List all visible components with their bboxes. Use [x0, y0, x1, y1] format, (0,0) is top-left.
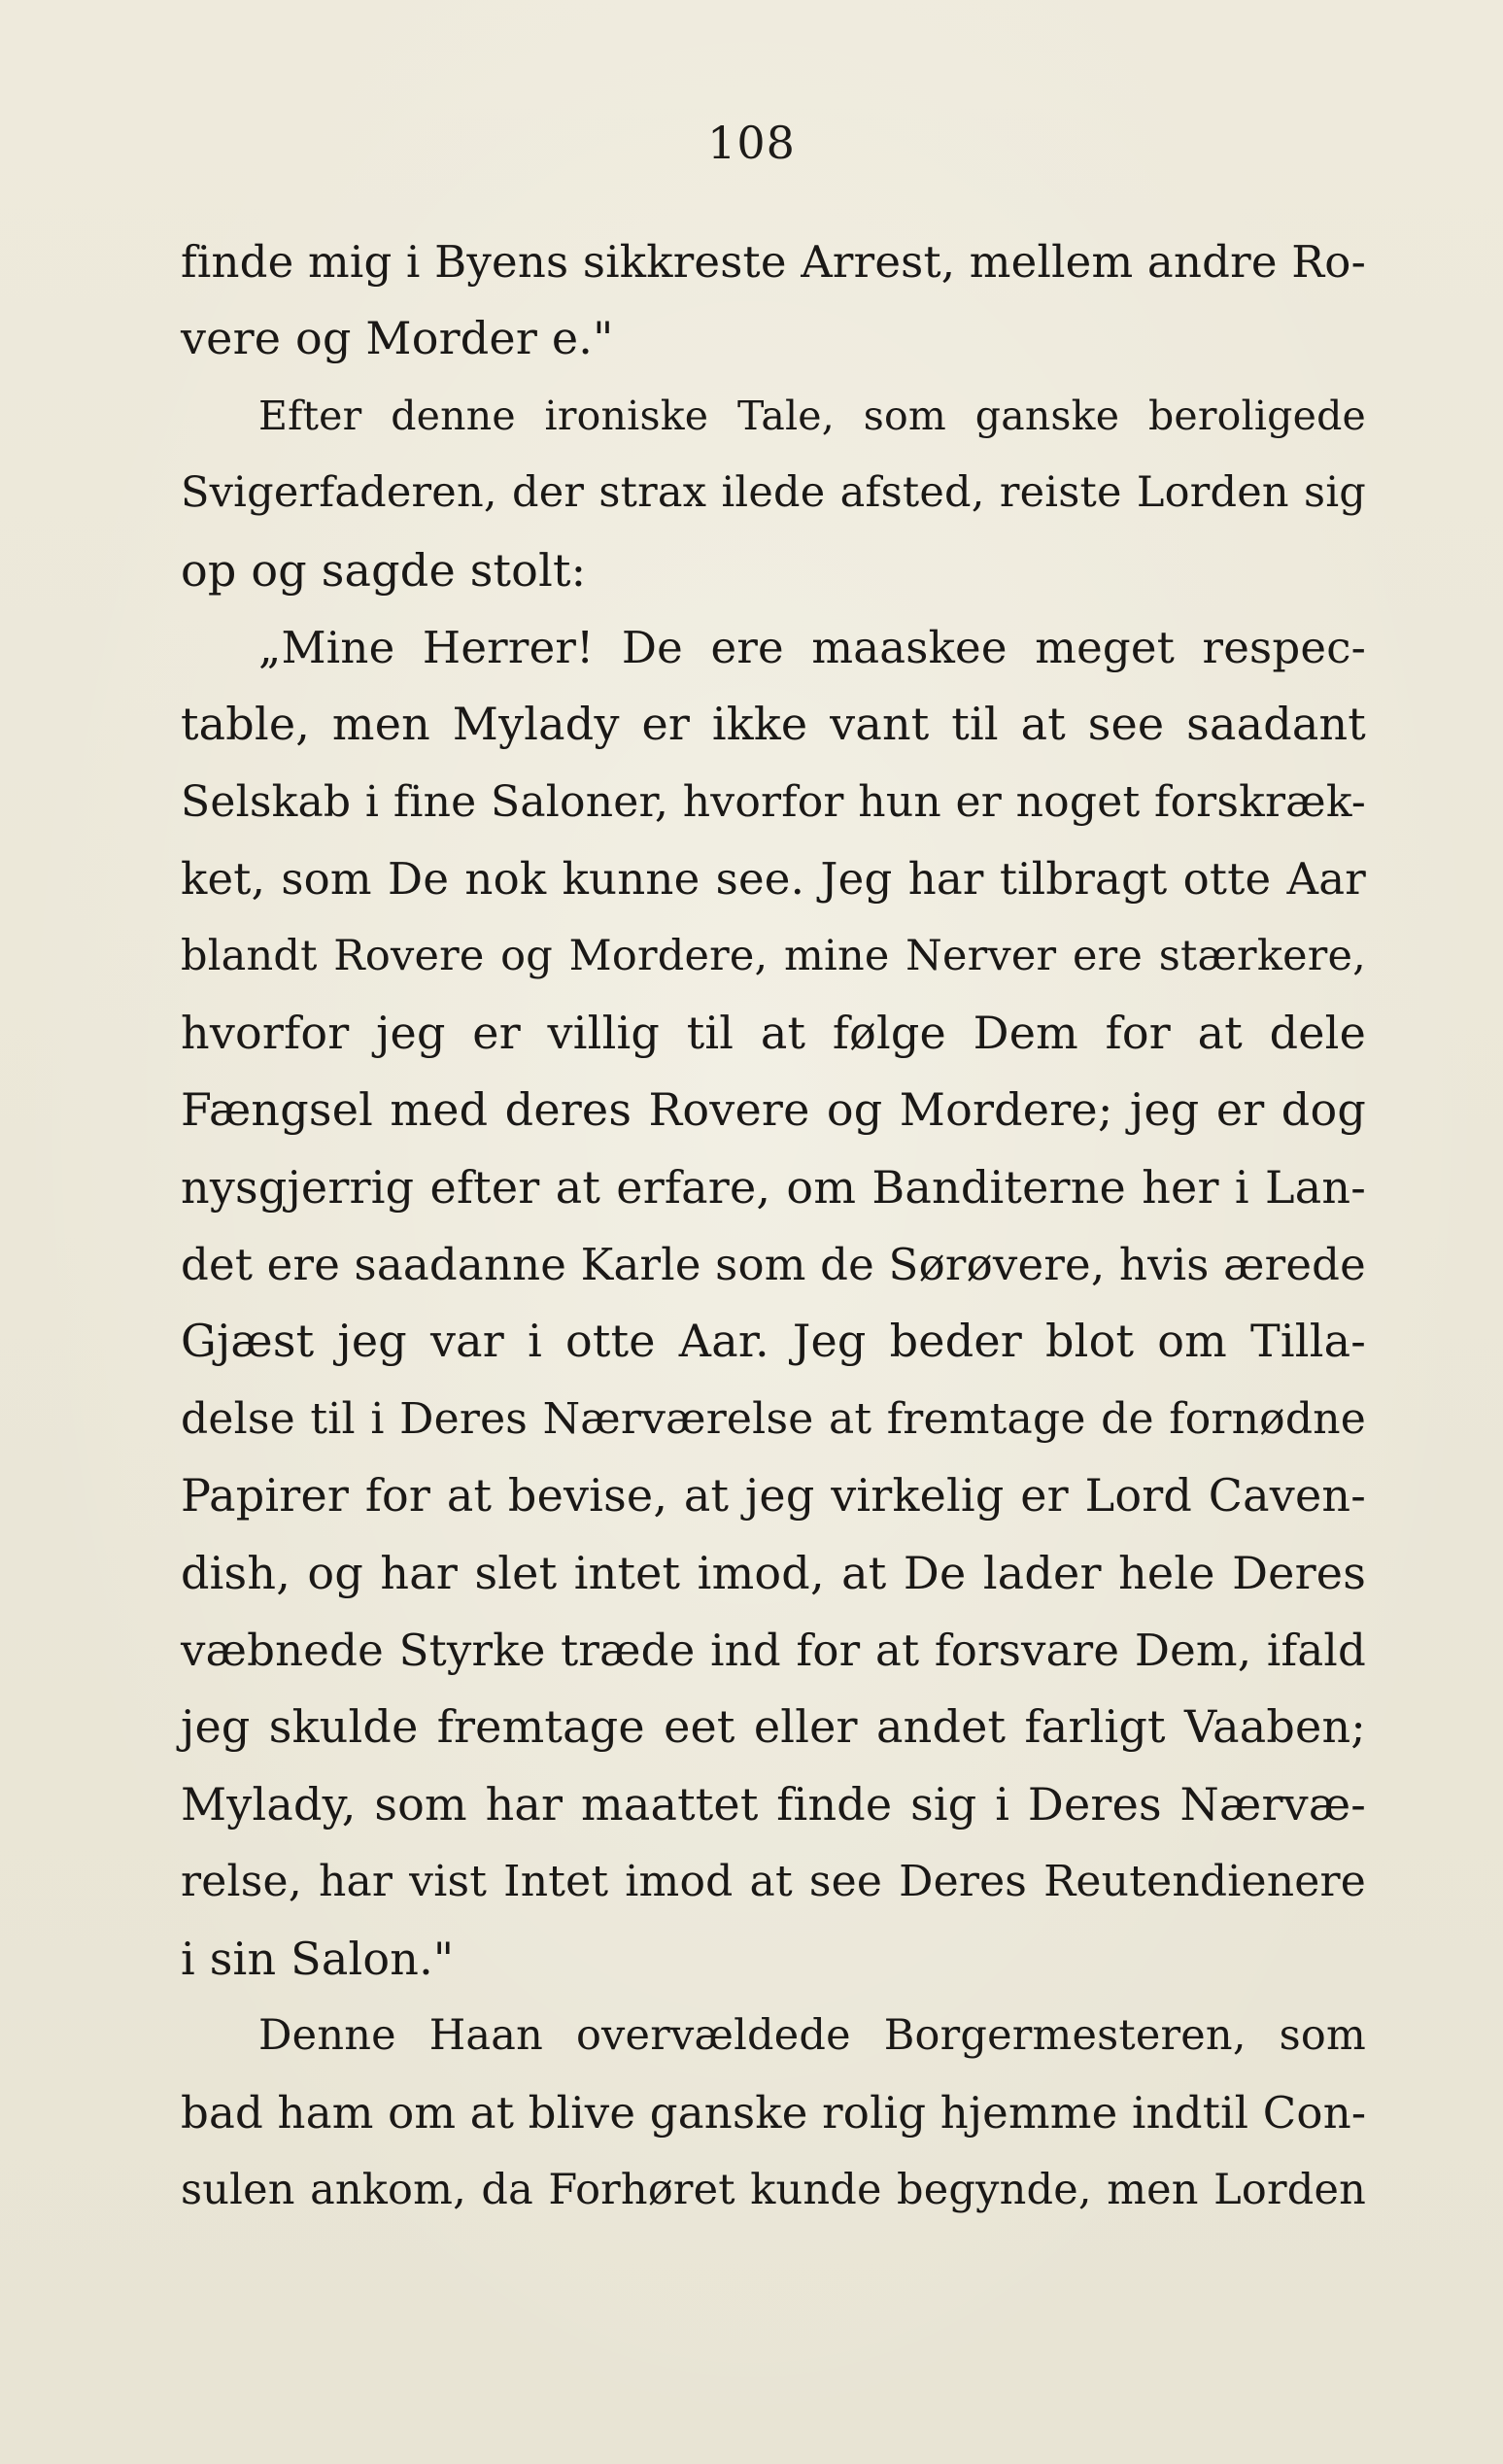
text-line: sulen ankom, da Forhøret kunde begynde, men Lorden: [181, 2165, 1366, 2214]
text-line: relse, har vist Intet imod at see Deres Reutendienere: [181, 1857, 1366, 1907]
text-line: jeg skulde fremtage eet eller andet farligt Vaaben;: [181, 1700, 1366, 1754]
text-line: op og sagde stolt:: [181, 543, 587, 597]
text-line: Papirer for at bevise, at jeg virkelig er Lord Caven-: [181, 1469, 1366, 1523]
text-line: nysgjerrig efter at erfare, om Banditerne her i Lan-: [181, 1160, 1366, 1214]
body-text: [181, 223, 1366, 2229]
text-line: blandt Rovere og Mordere, mine Nerver ere stærkere,: [181, 931, 1366, 980]
text-line: Selskab i fine Saloner, hvorfor hun er noget forskræk-: [181, 776, 1366, 827]
text-line: Efter denne ironiske Tale, som ganske beroligede: [258, 392, 1366, 439]
text-line: Mylady, som har maattet finde sig i Deres Nærvæ-: [181, 1777, 1366, 1831]
text-line: Gjæst jeg var i otte Aar. Jeg beder blot om Tilla-: [181, 1315, 1366, 1368]
text-line: delse til i Deres Nærværelse at fremtage de fornødne: [181, 1393, 1366, 1444]
text-line: Fængsel med deres Rovere og Mordere; jeg er dog: [181, 1083, 1366, 1137]
text-line: ket, som De nok kunne see. Jeg har tilbragt otte Aar: [181, 853, 1366, 906]
text-line: i sin Salon.": [181, 1932, 455, 1985]
text-line: Svigerfaderen, der strax ilede afsted, reiste Lorden sig: [181, 468, 1366, 518]
text-line: Denne Haan overvældede Borgermesteren, som: [258, 2010, 1366, 2060]
text-line: væbnede Styrke træde ind for at forsvare Dem, ifald: [181, 1625, 1366, 1677]
text-line: dish, og har slet intet imod, at De lader hele Deres: [181, 1546, 1366, 1599]
text-line: „Mine Herrer! De ere maaskee meget respec-: [258, 621, 1366, 673]
text-line: finde mig i Byens sikkreste Arrest, mellem andre Ro-: [181, 236, 1366, 288]
page-number: 108: [707, 117, 796, 169]
text-line: table, men Mylady er ikke vant til at see saadant: [181, 698, 1366, 751]
text-line: hvorfor jeg er villig til at følge Dem for at dele: [181, 1006, 1366, 1059]
text-line: det ere saadanne Karle som de Sørøvere, hvis ærede: [181, 1239, 1366, 1291]
text-line: bad ham om at blive ganske rolig hjemme indtil Con-: [181, 2087, 1367, 2139]
text-line: vere og Morder e.": [181, 312, 614, 365]
